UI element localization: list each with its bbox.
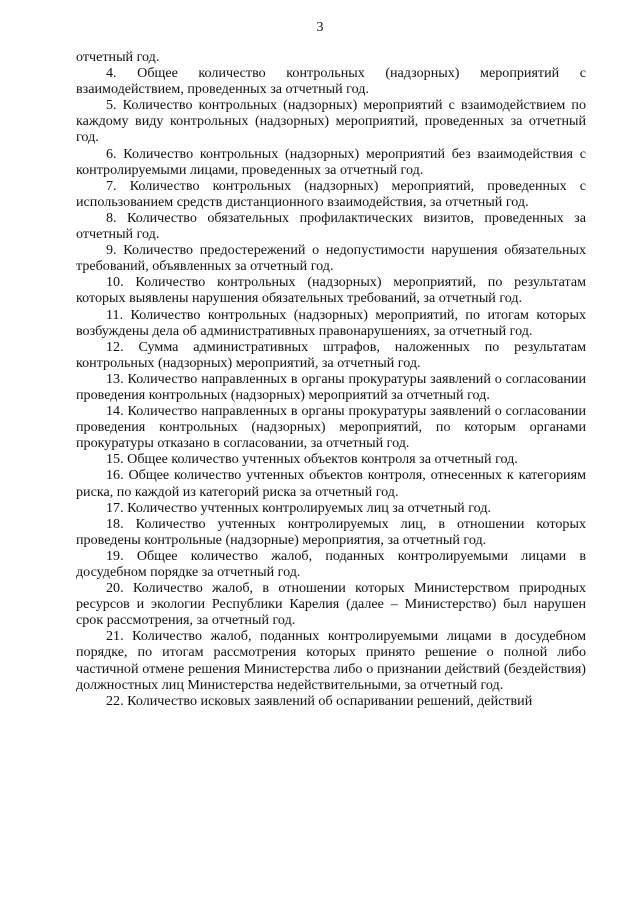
paragraph-item-9: 9. Количество предостережений о недопустимости нарушения обязательных требований, объявленных за отчетный год. xyxy=(76,242,586,275)
paragraph-item-21: 21. Количество жалоб, поданных контролируемыми лицами в досудебном порядке, по итогам рассмотрения которых принято решение о полной либо частичной отмене решения Министерства либо о признании действий (бездействия) должностных лиц Министерства недействительными, за отчетный год. xyxy=(76,628,586,693)
paragraph-item-4: 4. Общее количество контрольных (надзорных) мероприятий с взаимодействием, проведенных за отчетный год. xyxy=(76,65,586,98)
paragraph-item-7: 7. Количество контрольных (надзорных) мероприятий, проведенных с использованием средств дистанционного взаимодействия, за отчетный год. xyxy=(76,177,586,210)
paragraph-item-13: 13. Количество направленных в органы прокуратуры заявлений о согласовании проведения контрольных (надзорных) мероприятий за отчетный год. xyxy=(76,370,586,403)
page-number: 3 xyxy=(316,20,324,35)
paragraph-continuation: отчетный год. xyxy=(76,49,160,65)
paragraph-item-5: 5. Количество контрольных (надзорных) мероприятий с взаимодействием по каждому виду контрольных (надзорных) мероприятий, проведенных за отчетный год. xyxy=(76,97,586,146)
paragraph-item-17: 17. Количество учтенных контролируемых лиц за отчетный год. xyxy=(106,499,492,516)
paragraph-item-6: 6. Количество контрольных (надзорных) мероприятий без взаимодействия с контролируемыми лицами, проведенных за отчетный год. xyxy=(76,145,586,178)
paragraph-item-20: 20. Количество жалоб, в отношении которых Министерством природных ресурсов и экологии Республики Карелия (далее – Министерство) был нарушен срок рассмотрения, за отчетный год. xyxy=(76,580,586,629)
paragraph-item-8: 8. Количество обязательных профилактических визитов, проведенных за отчетный год. xyxy=(76,209,586,243)
paragraph-item-22: 22. Количество исковых заявлений об оспаривании решений, действий xyxy=(106,692,533,709)
paragraph-item-10: 10. Количество контрольных (надзорных) мероприятий, по результатам которых выявлены нарушения обязательных требований, за отчетный год. xyxy=(76,274,586,307)
paragraph-item-14: 14. Количество направленных в органы прокуратуры заявлений о согласовании проведения контрольных (надзорных) мероприятий, по которым органами прокуратуры отказано в согласовании, за отчетный год. xyxy=(76,403,586,452)
paragraph-item-18: 18. Количество учтенных контролируемых лиц, в отношении которых проведены контрольные (надзорные) мероприятия, за отчетный год. xyxy=(76,515,586,548)
paragraph-item-12: 12. Сумма административных штрафов, наложенных по результатам контрольных (надзорных) мероприятий, за отчетный год. xyxy=(76,338,586,371)
paragraph-item-15: 15. Общее количество учтенных объектов контроля за отчетный год. xyxy=(106,451,518,468)
paragraph-item-16: 16. Общее количество учтенных объектов контроля, отнесенных к категориям риска, по каждой из категорий риска за отчетный год. xyxy=(76,467,586,500)
paragraph-item-11: 11. Количество контрольных (надзорных) мероприятий, по итогам которых возбуждены дела об административных правонарушениях, за отчетный год. xyxy=(76,306,586,339)
document-body xyxy=(76,49,586,709)
paragraph-item-19: 19. Общее количество жалоб, поданных контролируемыми лицами в досудебном порядке за отчетный год. xyxy=(76,547,586,580)
